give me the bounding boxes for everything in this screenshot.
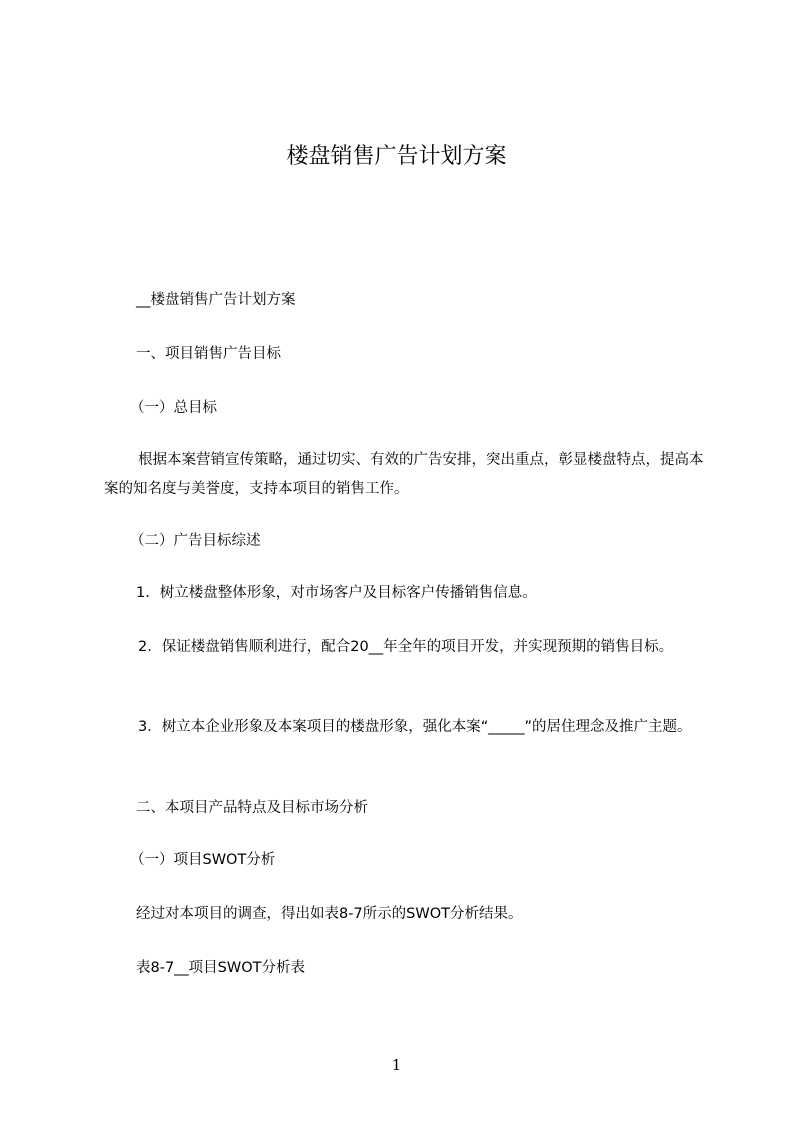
document-title: 楼盘销售广告计划方案 (286, 144, 507, 169)
page-number: 1 (391, 1056, 402, 1074)
heading-subsection-2-1: （一）项目SWOT分析 (130, 852, 276, 868)
paragraph-swot-intro: 经过对本项目的调查，得出如表8-7所示的SWOT分析结果。 (136, 906, 523, 922)
paragraph-item-2: 2．保证楼盘销售顺利进行，配合20__年全年的项目开发，并实现预期的销售目标。 (138, 639, 674, 655)
paragraph-subtitle: __楼盘销售广告计划方案 (136, 292, 296, 308)
table-caption: 表8-7__项目SWOT分析表 (136, 960, 305, 976)
heading-section-1: 一、项目销售广告目标 (136, 346, 281, 362)
paragraph-overall-goal: 根据本案营销宣传策略，通过切实、有效的广告安排，突出重点，彰显楼盘特点，提高本案的知名度与美誉度，支持本项目的销售工作。 (104, 452, 704, 497)
paragraph-item-3: 3．树立本企业形象及本案项目的楼盘形象，强化本案“_____”的居住理念及推广主题。 (138, 719, 692, 735)
heading-section-2: 二、本项目产品特点及目标市场分析 (136, 800, 368, 816)
paragraph-item-1: 1．树立楼盘整体形象，对市场客户及目标客户传播销售信息。 (136, 585, 537, 601)
heading-subsection-1-2: （二）广告目标综述 (130, 533, 261, 549)
heading-subsection-1-1: （一）总目标 (130, 400, 217, 416)
